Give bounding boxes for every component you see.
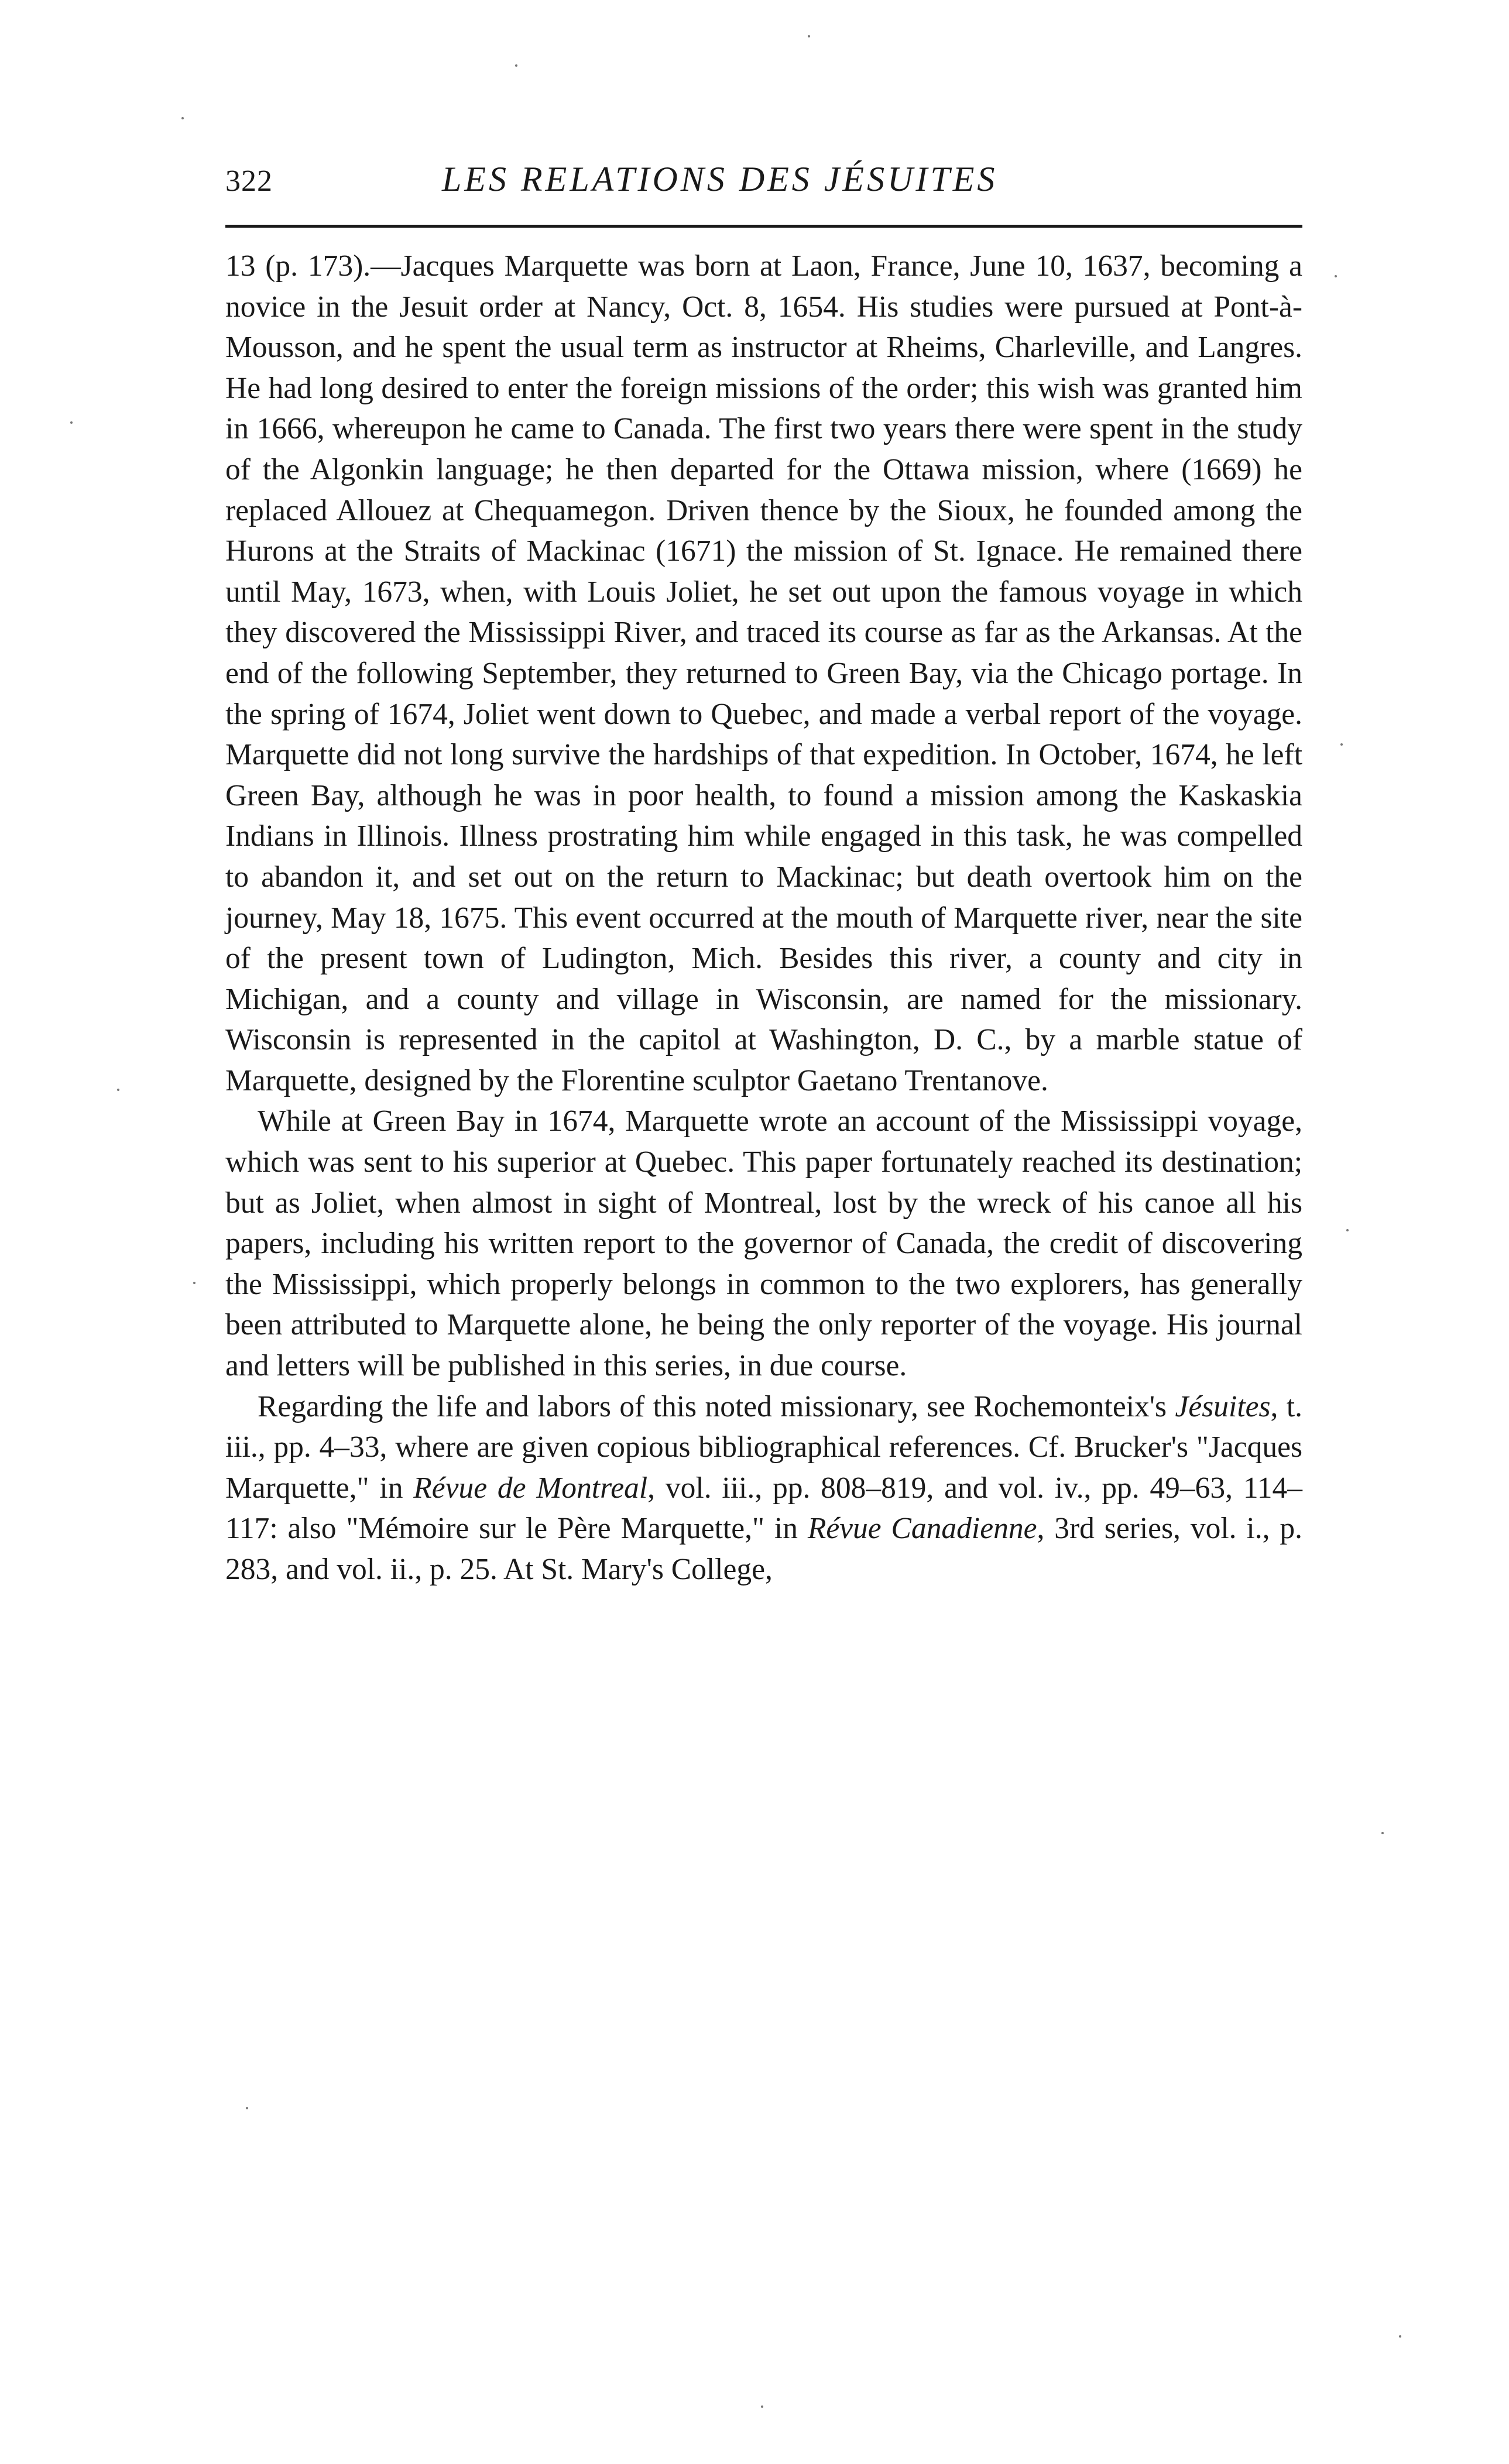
para3-italic-title-1: Jésuites: [1175, 1389, 1271, 1423]
para3-text-4: , 3rd series, vol. i., p. 283, and vol. ii., p. 25. At St. Mary's College,: [225, 1512, 1302, 1586]
note-paragraph-1: [225, 246, 1302, 1101]
scan-speck: [246, 2107, 248, 2109]
note-paragraph-3: [225, 1387, 1302, 1590]
scan-speck: [761, 2405, 763, 2408]
scan-speck: [1381, 1832, 1384, 1834]
scan-speck: [70, 421, 73, 424]
para3-text-2: , t. iii., pp. 4–33, where are given copious bibliographical references. Cf. Brucker's "Jacques Marquette," in: [225, 1389, 1302, 1505]
scan-speck: [1340, 743, 1343, 746]
scan-speck: [117, 1089, 119, 1091]
page-number: 322: [225, 164, 273, 198]
para3-text-1: Regarding the life and labors of this noted missionary, see Rochemonteix's: [258, 1389, 1175, 1423]
running-title: LES RELATIONS DES JÉSUITES: [442, 160, 998, 198]
running-head: [225, 159, 1302, 206]
scan-speck: [515, 64, 517, 67]
scan-speck: [181, 117, 184, 119]
note-paragraph-2: While at Green Bay in 1674, Marquette wrote an account of the Mississippi voyage, which was sent to his superior at Quebec. This paper fortunately reached its destination; but as Joliet, when almost in sight of Montreal, lost by the wreck of his canoe all his papers, including his written report to the governor of Canada, the credit of discovering the Mississippi, which properly belongs in common to the two explorers, has generally been attributed to Marquette alone, he being the only reporter of the voyage. His journal and letters will be published in this series, in due course.: [225, 1104, 1302, 1383]
scan-speck: [808, 35, 810, 37]
endnote-body: [225, 246, 1302, 1590]
header-rule: [225, 225, 1302, 228]
scan-speck: [1399, 2335, 1401, 2338]
scan-speck: [1335, 275, 1337, 277]
para3-italic-title-2: Révue de Montreal: [413, 1471, 648, 1505]
para3-text-3: , vol. iii., pp. 808–819, and vol. iv., pp. 49–63, 114–117: also "Mémoire sur le Père Marquette," in: [225, 1471, 1302, 1546]
note-paragraph-1-text: 13 (p. 173).—Jacques Marquette was born at Laon, France, June 10, 1637, becoming a novice in the Jesuit order at Nancy, Oct. 8, 1654. His studies were pursued at Pont-à-Mousson, and he spent the usual term as instructor at Rheims, Charleville, and Langres. He had long desired to enter the foreign missions of the order; this wish was granted him in 1666, whereupon he came to Canada. The first two years there were spent in the study of the Algonkin language; he then departed for the Ottawa mission, where (1669) he replaced Allouez at Chequamegon. Driven thence by the Sioux, he founded among the Hurons at the Straits of Mackinac (1671) the mission of St. Ignace. He remained there until May, 1673, when, with Louis Joliet, he set out upon the famous voyage in which they discovered the Mississippi River, and traced its course as far as the Arkansas. At the end of the following September, they returned to Green Bay, via the Chicago portage. In the spring of 1674, Joliet went down to Quebec, and made a verbal report of the voyage. Marquette did not long survive the hardships of that expedition. In October, 1674, he left Green Bay, although he was in poor health, to found a mission among the Kaskaskia Indians in Illinois. Illness prostrating him while engaged in this task, he was compelled to abandon it, and set out on the return to Mackinac; but death overtook him on the journey, May 18, 1675. This event occurred at the mouth of Marquette river, near the site of the present town of Ludington, Mich. Besides this river, a county and city in Michigan, and a county and village in Wisconsin, are named for the missionary. Wisconsin is represented in the capitol at Washington, D. C., by a marble statue of Marquette, designed by the Florentine sculptor Gaetano Trentanove.: [225, 249, 1302, 1097]
scan-speck: [193, 1282, 196, 1284]
para3-italic-title-3: Révue Canadienne: [807, 1512, 1037, 1546]
scan-speck: [1346, 1229, 1349, 1231]
